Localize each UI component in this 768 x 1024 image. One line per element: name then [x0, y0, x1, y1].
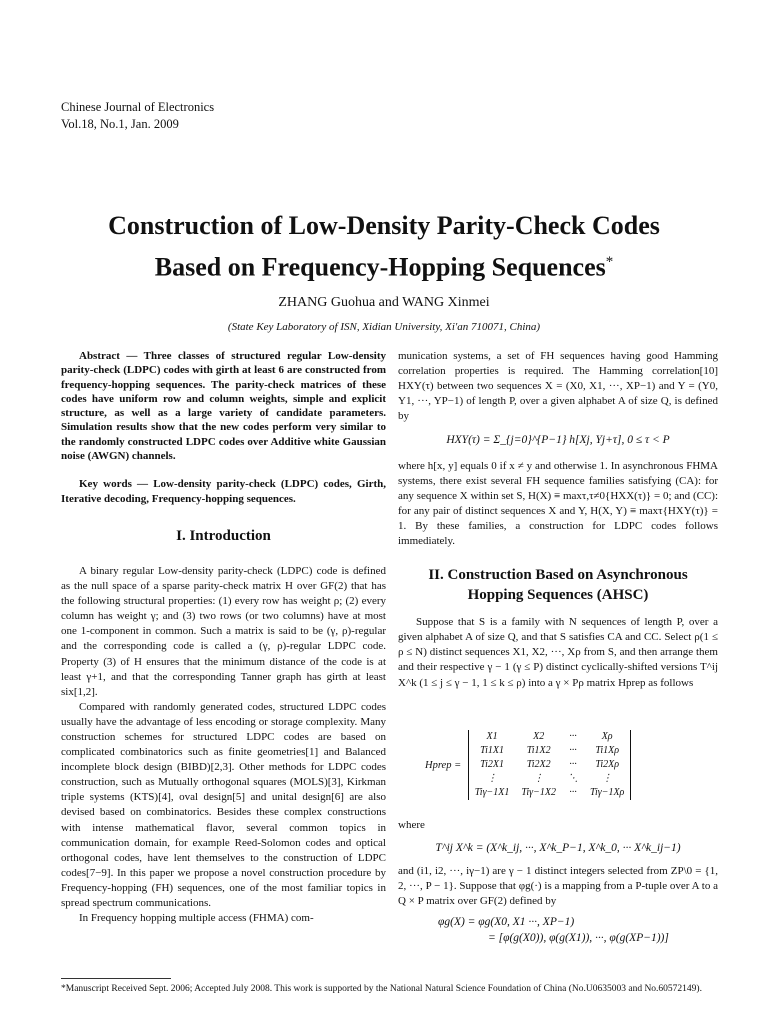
right-column-lower	[398, 818, 718, 946]
matrix-row	[468, 772, 631, 786]
matrix-row	[468, 730, 631, 744]
matrix-cell: X2	[533, 731, 545, 742]
matrix-cell: Ti2Xρ	[595, 759, 620, 770]
matrix-cell: Ti2X2	[526, 759, 551, 770]
matrix-cell: Tiγ−1Xρ	[589, 787, 625, 798]
matrix-cell: Xρ	[601, 731, 613, 742]
intro-paragraph-3: In Frequency hopping multiple access (FHMA) com-	[79, 912, 314, 925]
matrix-cell: ···	[569, 745, 577, 756]
paper-title	[20, 208, 748, 286]
section-1-heading: I. Introduction	[176, 527, 271, 544]
right-paragraph-2: where h[x, y] equals 0 if x ≠ y and otherwise 1. In asynchronous FHMA systems, there exist several FH sequence families satisfying (CA): for any sequence X within set S, H(X) ≡ maxτ,τ≠0{HXX(τ)} = 0; and (CC): for any pair of distinct sequences X and Y, H(X, Y) ≡ maxτ{HXY(τ)} = 1. By these families, a construction for LDPC codes follows immediately.	[398, 459, 718, 548]
matrix-cell: Ti1Xρ	[595, 745, 620, 756]
matrix-cell: ⋱	[567, 773, 578, 784]
left-column	[61, 349, 386, 926]
matrix-cell: X1	[486, 731, 498, 742]
keywords: Key words — Low-density parity-check (LDPC) codes, Girth, Iterative decoding, Frequency-hopping sequences.	[61, 478, 386, 505]
authors: ZHANG Guohua and WANG Xinmei	[278, 295, 490, 310]
matrix-row	[468, 744, 631, 758]
abstract: Abstract — Three classes of structured regular Low-density parity-check (LDPC) codes with girth at least 6 are constructed from frequency-hopping sequences. The parity-check matrices of these codes have uniform row and column weights, simple and explicit structure, as well as a large variety of candidate parameters. Simulation results show that the new codes perform very similar to the randomly constructed LDPC codes over Additive white Gaussian noise (AWGN) channels.	[61, 350, 386, 463]
matrix-row	[468, 786, 631, 800]
equation-cyclic-shift: T^ij X^k = (X^k_ij, ···, X^k_P−1, X^k_0, ··· X^k_ij−1)	[435, 842, 681, 855]
matrix-label: Hprep =	[425, 759, 462, 771]
title-line-1: Construction of Low-Density Parity-Check Codes	[108, 211, 660, 240]
section-2-heading-line-2: Hopping Sequences (AHSC)	[467, 587, 649, 604]
matrix-cell: Ti1X1	[480, 745, 505, 756]
matrix-cell: ⋮	[487, 773, 498, 784]
footnote: *Manuscript Received Sept. 2006; Accepted July 2008. This work is supported by the National Natural Science Foundation of China (No.U0635003 and No.60572149).	[61, 984, 702, 994]
right-paragraph-3: Suppose that S is a family with N sequences of length P, over a given alphabet A of size Q, and that S satisfies CA and CC. Select ρ(1 ≤ ρ ≤ N) distinct sequences X1, X2, ···, Xρ from S, and then arrange them and their respective γ − 1 (γ ≤ P) distinct cyclically-shifted versions T^ij X^k (1 ≤ j ≤ γ − 1, 1 ≤ k ≤ ρ) into a γ × Pρ matrix Hprep as follows	[398, 616, 718, 689]
matrix-cell: Tiγ−1X1	[474, 787, 510, 798]
footnote-rule	[61, 978, 171, 979]
journal-header	[61, 99, 214, 133]
matrix-cell: ···	[569, 787, 577, 798]
equation-mapping-line-2: = [φ(g(X0)), φ(g(X1)), ···, φ(g(XP−1))]	[488, 931, 669, 944]
matrix-cell: Tiγ−1X2	[521, 787, 556, 798]
matrix-cell: ···	[569, 759, 577, 770]
equation-hamming-correlation: HXY(τ) = Σ_{j=0}^{P−1} h[Xj, Yj+τ], 0 ≤ τ < P	[446, 434, 670, 447]
title-line-2: Based on Frequency-Hopping Sequences	[154, 252, 606, 282]
journal-name: Chinese Journal of Electronics	[61, 100, 215, 114]
matrix-cell: ⋮	[602, 773, 613, 784]
right-column	[398, 349, 718, 691]
right-paragraph-1: munication systems, a set of FH sequences having good Hamming correlation properties is required. The Hamming correlation[10] HXY(τ) between two sequences X = (X0, X1, ···, XP−1) and Y = (Y0, Y1, ···, YP−1) of length P, over a given alphabet A of size Q, is defined by	[398, 350, 718, 423]
title-footnote-mark: *	[605, 254, 614, 270]
matrix-cell: ···	[569, 731, 577, 742]
affiliation: (State Key Laboratory of ISN, Xidian University, Xi'an 710071, China)	[227, 321, 541, 333]
matrix-table	[468, 730, 632, 800]
matrix-cell: Ti1X2	[526, 745, 551, 756]
matrix-cell: ⋮	[533, 773, 544, 784]
intro-paragraph-2: Compared with randomly generated codes, structured LDPC codes usually have the advantage of less encoding or storage complexity. Many construction schemes for structured LDPC codes are based on complicated combinatorics such as finite geometries[1] and Balanced incomplete block design (BIBD)[2,3]. Other methods for LDPC codes construction, such as Mutually orthogonal squares (MOLS)[3], Kirkman triple systems (KTS)[4], oval design[5] and unital design[6] are also devised based on combinatorics. Besides these complex constructions with intense mathematical flavor, several common topics in communication domain, for example Reed-Solomon codes and optical orthogonal codes, have lent themselves to the construction of LDPC codes[7−9]. In this paper we propose a novel construction procedure by Frequency-hopping (FH) sequences, one of the most familiar topics in spread spectrum communications.	[61, 700, 386, 910]
where-label: where	[398, 819, 425, 831]
matrix-cell: Ti2X1	[480, 759, 505, 770]
equation-mapping-line-1: φg(X) = φg(X0, X1 ···, XP−1)	[438, 916, 575, 929]
journal-volume: Vol.18, No.1, Jan. 2009	[61, 117, 179, 131]
section-2-heading-line-1: II. Construction Based on Asynchronous	[428, 567, 688, 584]
matrix-row	[468, 758, 631, 772]
intro-paragraph-1: A binary regular Low-density parity-check (LDPC) code is defined as the null space of a sparse parity-check matrix H over GF(2) that has the following structural properties: (1) every row has weight ρ; (2) every column has weight γ; and (3) two rows (or two columns) have at most one 1-component in common. Such a matrix is said to be (γ, ρ)-regular and the corresponding code is called a (γ, ρ)-regular LDPC code. Property (3) of H ensures that the minimum distance of the code is at least γ+1, and that the corresponding Tanner graph has girth at least six[1,2].	[61, 564, 386, 698]
right-paragraph-4: and (i1, i2, ···, iγ−1) are γ − 1 distinct integers selected from ZP\0 = {1, 2, ···, P − 1}. Suppose that φg(·) is a mapping from a P-tuple over A to a Q × P matrix over GF(2) defined by	[398, 865, 718, 908]
matrix-hprep	[425, 730, 631, 800]
